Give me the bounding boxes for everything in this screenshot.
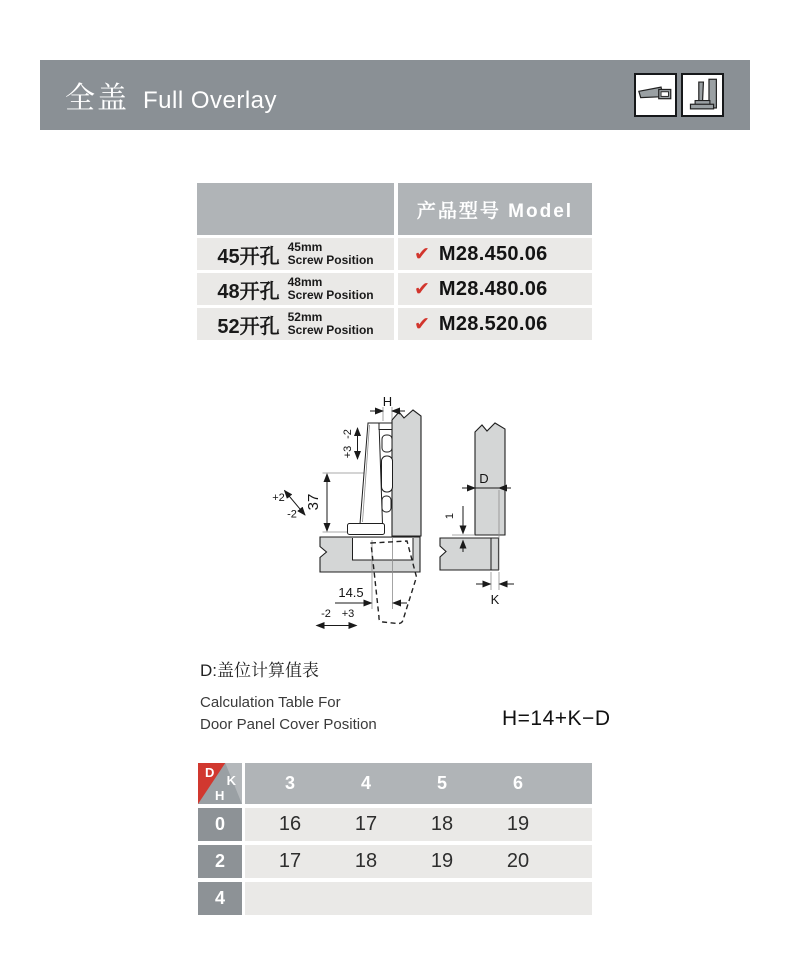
calc-table-row	[198, 845, 592, 878]
d-value-cell: 16	[278, 813, 302, 835]
k-col-header: 3	[284, 773, 295, 793]
check-icon: ✔	[414, 278, 430, 300]
calc-table-row	[198, 882, 592, 915]
cabinet-panel-right	[440, 538, 499, 570]
check-icon: ✔	[414, 313, 430, 335]
header-model-cell: 产品型号 Model	[398, 183, 592, 235]
d-value-cell: 19	[506, 813, 530, 835]
dim-h-label: H	[382, 394, 393, 409]
corner-k-label: K	[226, 773, 236, 788]
corner-cell-dkh	[198, 763, 242, 804]
screw-position-label: Screw Position	[287, 288, 374, 302]
d-value-cell: 20	[506, 850, 530, 872]
screw-position-label: Screw Position	[287, 323, 374, 337]
dim-k-label: K	[490, 592, 500, 607]
size-mm: 45mm	[287, 240, 323, 254]
k-col-header: 5	[436, 773, 447, 793]
hinge-technical-diagram	[150, 380, 650, 640]
k-value-headers	[245, 763, 592, 804]
d-value-cell: 19	[430, 850, 454, 872]
page-title-en: Full Overlay	[143, 87, 278, 114]
size-mm: 52mm	[287, 310, 323, 324]
dim-1-label: 1	[444, 512, 456, 520]
hinge-mounted-icon	[681, 73, 724, 117]
calc-title-en-2: Door Panel Cover Position	[200, 716, 377, 733]
h-row-label: 2	[198, 845, 242, 878]
cup-drill-notch	[353, 538, 414, 560]
cover-calc-table	[198, 763, 592, 915]
hinge-baseplate	[348, 524, 385, 535]
calc-title-cn: D:盖位计算值表	[200, 661, 319, 680]
d-value-cell: 18	[430, 813, 454, 835]
dim-14-5-label: 14.5	[338, 585, 364, 600]
model-number: M28.480.06	[438, 277, 548, 300]
d-value-cell: 18	[354, 850, 378, 872]
calc-table-caption	[200, 656, 377, 736]
hinge-open-side-icon	[634, 73, 677, 117]
dim-minus2-diag-label: -2	[287, 508, 297, 521]
calc-table-row	[198, 808, 592, 841]
door-panel-section	[392, 410, 421, 536]
k-col-header: 4	[360, 773, 371, 793]
hole-size-label: 52开孔	[217, 315, 280, 338]
corner-h-label: H	[215, 788, 225, 803]
header-banner	[40, 60, 750, 130]
h-row-label: 4	[198, 882, 242, 915]
dim-37-label: 37	[305, 493, 322, 511]
table-row	[197, 273, 592, 305]
h-row-label: 0	[198, 808, 242, 841]
dim-plus3-label: +3	[342, 445, 354, 459]
k-col-header: 6	[512, 773, 523, 793]
dim-minus2-label: -2	[342, 429, 354, 439]
table-row	[197, 308, 592, 340]
page-title	[65, 73, 277, 117]
hole-size-label: 48开孔	[217, 280, 280, 303]
d-value-cell: 17	[354, 813, 378, 835]
corner-d-label: D	[205, 765, 215, 780]
product-model-table	[197, 183, 592, 340]
table-row	[197, 238, 592, 270]
header-blank-cell	[197, 183, 394, 235]
size-mm: 48mm	[287, 275, 323, 289]
hinge-type-icons	[634, 73, 724, 117]
model-number: M28.450.06	[438, 242, 548, 265]
page-title-cn: 全盖	[65, 82, 129, 115]
cover-position-formula: H=14+K−D	[502, 707, 611, 730]
hole-size-label: 45开孔	[217, 245, 280, 268]
dim-d-label: D	[479, 471, 489, 486]
model-number: M28.520.06	[438, 312, 548, 335]
dim-plus2-label: +2	[272, 492, 285, 504]
check-icon: ✔	[414, 243, 430, 265]
d-value-cell: 17	[278, 850, 302, 872]
dim-minus2-bottom-label: -2	[321, 608, 331, 620]
product-table-header	[197, 183, 592, 235]
dim-plus3-bottom-label: +3	[341, 608, 355, 620]
screw-position-label: Screw Position	[287, 253, 374, 267]
calc-title-en-1: Calculation Table For	[200, 694, 341, 711]
calc-table-header-row	[198, 763, 592, 804]
